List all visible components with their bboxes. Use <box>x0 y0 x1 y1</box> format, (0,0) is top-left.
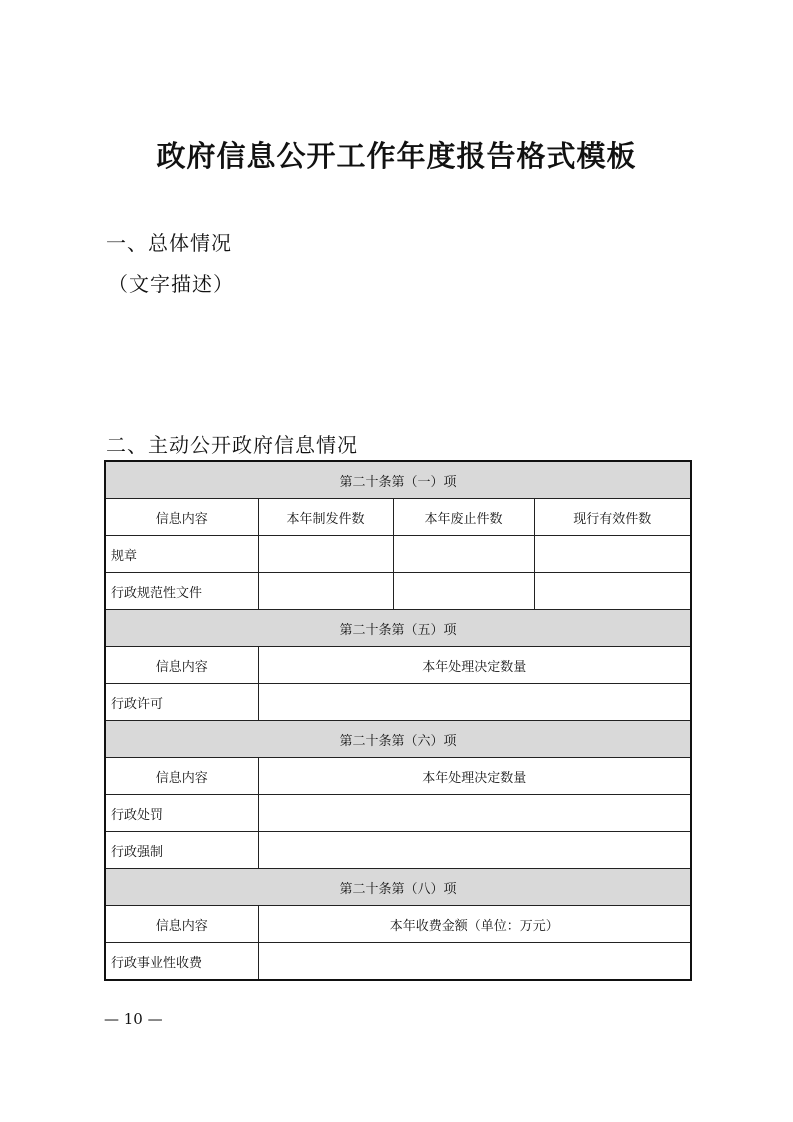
section-row <box>105 461 691 499</box>
section-heading-proactive-disclosure: 二、主动公开政府信息情况 <box>106 433 358 457</box>
table-row <box>105 795 691 832</box>
table-row <box>105 832 691 869</box>
section-title-article-20-1: 第二十条第（一）项 <box>105 461 691 499</box>
header-cell: 信息内容 <box>105 758 258 795</box>
table-row <box>105 943 691 981</box>
section-title-article-20-6: 第二十条第（六）项 <box>105 721 691 758</box>
header-cell: 本年处理决定数量 <box>258 647 691 684</box>
overview-placeholder-note: （文字描述） <box>108 272 234 296</box>
value-cell <box>258 943 691 981</box>
row-label: 行政强制 <box>105 832 258 869</box>
section-row <box>105 869 691 906</box>
value-cell <box>393 536 534 573</box>
row-label: 行政许可 <box>105 684 258 721</box>
value-cell <box>534 573 691 610</box>
section-heading-overview: 一、总体情况 <box>106 231 232 255</box>
header-cell: 现行有效件数 <box>534 499 691 536</box>
section-row <box>105 610 691 647</box>
value-cell <box>534 536 691 573</box>
header-row <box>105 758 691 795</box>
table-row <box>105 536 691 573</box>
header-cell: 本年废止件数 <box>393 499 534 536</box>
header-cell: 本年处理决定数量 <box>258 758 691 795</box>
header-cell: 信息内容 <box>105 906 258 943</box>
section-row <box>105 721 691 758</box>
header-cell: 信息内容 <box>105 499 258 536</box>
value-cell <box>258 795 691 832</box>
value-cell <box>258 573 393 610</box>
table-row <box>105 573 691 610</box>
value-cell <box>258 832 691 869</box>
header-cell: 本年制发件数 <box>258 499 393 536</box>
section-title-article-20-5: 第二十条第（五）项 <box>105 610 691 647</box>
row-label: 规章 <box>105 536 258 573</box>
row-label: 行政处罚 <box>105 795 258 832</box>
proactive-disclosure-table <box>104 460 692 981</box>
row-label: 行政事业性收费 <box>105 943 258 981</box>
header-cell: 信息内容 <box>105 647 258 684</box>
value-cell <box>258 684 691 721</box>
header-cell: 本年收费金额（单位：万元） <box>258 906 691 943</box>
value-cell <box>258 536 393 573</box>
section-title-article-20-8: 第二十条第（八）项 <box>105 869 691 906</box>
table-row <box>105 684 691 721</box>
row-label: 行政规范性文件 <box>105 573 258 610</box>
page-number: — 10 — <box>104 1010 163 1028</box>
document-title: 政府信息公开工作年度报告格式模板 <box>156 139 637 173</box>
value-cell <box>393 573 534 610</box>
header-row <box>105 499 691 536</box>
header-row <box>105 647 691 684</box>
header-row <box>105 906 691 943</box>
